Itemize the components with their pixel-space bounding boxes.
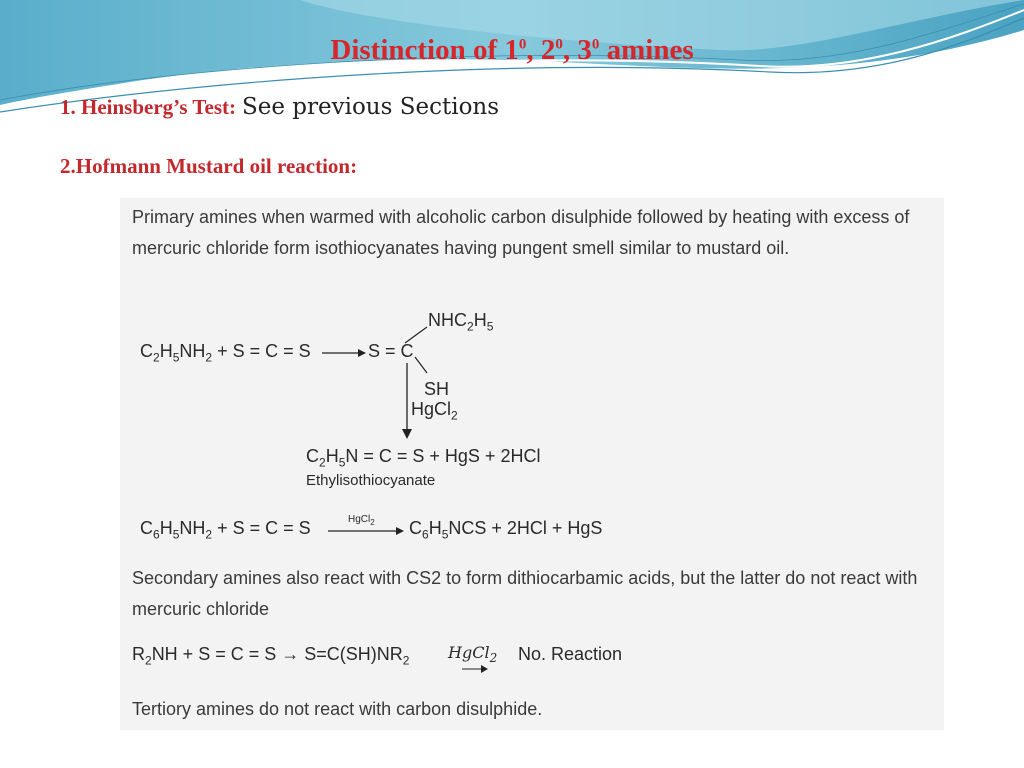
heinsberg-text: See previous Sections bbox=[241, 94, 500, 120]
reagent-hgcl2: HgCl$_2$ bbox=[411, 399, 458, 423]
tertiary-amines-paragraph: Tertiory amines do not react with carbon disulphide. bbox=[132, 699, 543, 719]
reaction3-reagent: HgCl$_2$ bbox=[448, 643, 498, 666]
reaction2-reactants: $C_6H_5NH_2 + S = C = S$ bbox=[140, 518, 311, 542]
reaction1-products: $C_2H_5N = C = S$ + HgS + 2HCl bbox=[306, 446, 541, 470]
reaction3-equation: $R_2NH + S = C = S \to S=C(SH)NR_2$ bbox=[132, 644, 410, 668]
heinsberg-label: 1. Heinsberg’s Test: bbox=[60, 95, 236, 119]
reaction2-arrow-icon bbox=[326, 524, 406, 538]
reaction2-products: $C_6H_5NCS + 2HCl$ + HgS bbox=[409, 518, 603, 542]
reaction1-intermediate: S = C bbox=[368, 341, 414, 361]
branch-nhc2h5: $NHC_2H_5$ bbox=[428, 310, 494, 334]
no-reaction-text: No. Reaction bbox=[518, 644, 623, 664]
product-name-ethylisothiocyanate: Ethylisothiocyanate bbox=[306, 472, 436, 489]
branch-sh: SH bbox=[424, 379, 450, 399]
heinsberg-heading bbox=[60, 94, 499, 120]
page-title: Distinction of $1^0$, $2^0$, $3^0$ amines bbox=[330, 34, 694, 66]
hofmann-heading: 2.Hofmann Mustard oil reaction: bbox=[60, 154, 358, 178]
secondary-amines-paragraph: Secondary amines also react with CS2 to form dithiocarbamic acids, but the latter do not react with mercuric chloride bbox=[132, 568, 918, 619]
reaction3-arrow-icon bbox=[460, 663, 490, 675]
reaction-arrow-icon bbox=[320, 345, 368, 359]
reaction1-reactants: $C_2H_5NH_2 + S = C = S$ bbox=[140, 341, 311, 365]
reaction2-reagent: HgCl$_2$ bbox=[348, 514, 375, 527]
primary-amines-paragraph: Primary amines when warmed with alcoholic carbon disulphide followed by heating with excess of mercuric chloride form isothiocyanates having pungent smell similar to mustard oil. bbox=[132, 207, 910, 258]
